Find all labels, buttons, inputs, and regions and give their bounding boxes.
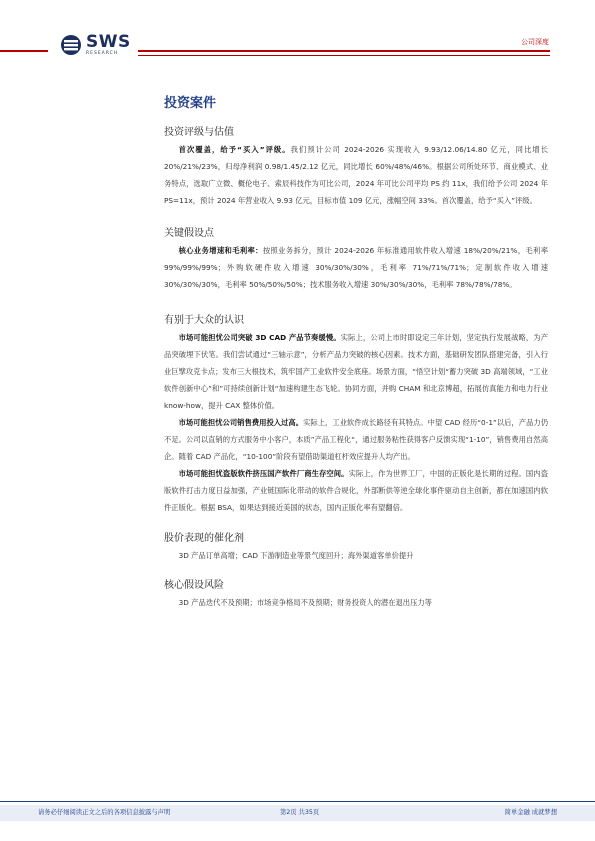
paragraph-lead: 市场可能担忧公司突破 3D CAD 产品节奏缓慢。 — [178, 333, 341, 342]
footer-disclaimer: 请务必仔细阅读正文之后的各项信息披露与声明 — [38, 809, 171, 816]
paragraph — [164, 414, 548, 465]
header-rule-thin — [138, 55, 550, 56]
footer-slogan: 简单金融 成就梦想 — [504, 809, 557, 816]
section-title: 有别于大众的认识 — [164, 315, 244, 326]
sws-logo-icon — [60, 34, 82, 56]
header-rule-left — [0, 50, 48, 52]
footer-rule — [0, 801, 595, 802]
page-footer — [0, 801, 595, 823]
sws-logo — [60, 34, 131, 57]
section-title: 核心假设风险 — [164, 580, 224, 591]
paragraph-body: 3D 产品订单高增；CAD 下游制造业等景气度回升；海外渠道客单价提升 — [178, 551, 414, 560]
logo-subtitle: RESEARCH — [86, 51, 119, 56]
section-title: 股价表现的催化剂 — [164, 533, 244, 544]
page-number: 第2页 共35页 — [280, 809, 320, 816]
page-header — [0, 0, 595, 70]
section-title: 关键假设点 — [164, 228, 214, 239]
paragraph-lead: 首次覆盖，给予“买入”评级。 — [178, 145, 291, 154]
header-rule-right — [138, 50, 550, 52]
section-catalysts — [164, 529, 548, 564]
paragraph-body: 3D 产品迭代不及预期；市场竞争格局不及预期；财务投资人的潜在退出压力等 — [178, 598, 432, 607]
section-differentiated-view — [164, 311, 548, 516]
page-title: 投资案件 — [164, 96, 217, 111]
paragraph-body: 按照业务拆分，预计 2024-2026 年标准通用软件收入增速 18%/20%/21%，毛利率 99%/99%/99%；外购软硬件收入增速 30%/30%/30%，毛利率 71%/71%/71%；定制软件收入增速 30%/30%/30%，毛利率 50%/50%/50%；技术服务收入增速 30%/30%/30%，毛利率 78%/78%/78%。 — [164, 246, 548, 289]
paragraph — [164, 465, 548, 516]
paragraph — [164, 242, 548, 293]
main-content — [164, 92, 548, 624]
logo-wordmark: SWS — [86, 32, 131, 52]
paragraph-body: 实际上，作为世界工厂，中国的正版化是长期的过程。国内盗版软件打击力度日益加强，产业链国际化带动的软件合规化，外部断供等逆全球化事件驱动自主创新，都在加速国内软件正版化。根据 BSA，如果达到接近美国的状态，国内正版化率有望翻倍。 — [164, 469, 548, 512]
paragraph-lead: 核心业务增速和毛利率： — [178, 246, 263, 255]
doc-type-tag: 公司深度 — [521, 38, 549, 46]
paragraph-body: 我们预计公司 2024-2026 实现收入 9.93/12.06/14.80 亿元，同比增长 20%/21%/23%，归母净利润 0.98/1.45/2.12 亿元，同比增长 60%/48%/46%。根据公司所处环节、商业模式、业务特点，选取广立微、概伦电子、索辰科技作为可比公司，2024 年可比公司平均 PS 约 11x，我们给予公司 2024 年 PS=11x，预计 2024 年营业收入 9.93 亿元，目标市值 109 亿元，涨幅空间 33%。首次覆盖，给予“买入”评级。 — [164, 145, 548, 205]
section-assumptions — [164, 224, 548, 293]
paragraph-body: 实际上，工业软件成长路径有其特点。中望 CAD 经历“0-1”以后，产品力仍不足。公司以直销的方式服务中小客户，本质”产品工程化“，通过服务粘性获得客户反馈实现“1-10”，销售费用自然高企。随着 CAD 产品化，“10-100”阶段有望借助渠道杠杆效应提升人均产出。 — [164, 418, 549, 461]
section-risks — [164, 576, 548, 611]
paragraph-body: 实际上，公司上市时即设定三年计划，坚定执行发展战略，为产品突破埋下伏笔。我们尝试通过“三轴示意”，分析产品力突破的核心因素。技术方面，基础研发团队搭建完备，引入行业巨擘攻克卡点；发布三大根技术，筑牢国产工业软件安全底座。场景方面，“悟空计划“蓄力突破 3D 高端领域，“工业软件创新中心”和”可持续创新计划“加速构建生态飞轮。协同方面，并购 CHAM 和北京博超，拓展仿真能力和电力行业 know-how，提升 CAX 整体价值。 — [164, 333, 548, 410]
paragraph-lead: 市场可能担忧盗版软件挤压国产软件厂商生存空间。 — [178, 469, 349, 478]
section-title: 投资评级与估值 — [164, 127, 234, 138]
section-rating — [164, 123, 548, 209]
paragraph — [164, 329, 548, 414]
paragraph — [164, 141, 548, 209]
paragraph-lead: 市场可能担忧公司销售费用投入过高。 — [178, 418, 304, 427]
